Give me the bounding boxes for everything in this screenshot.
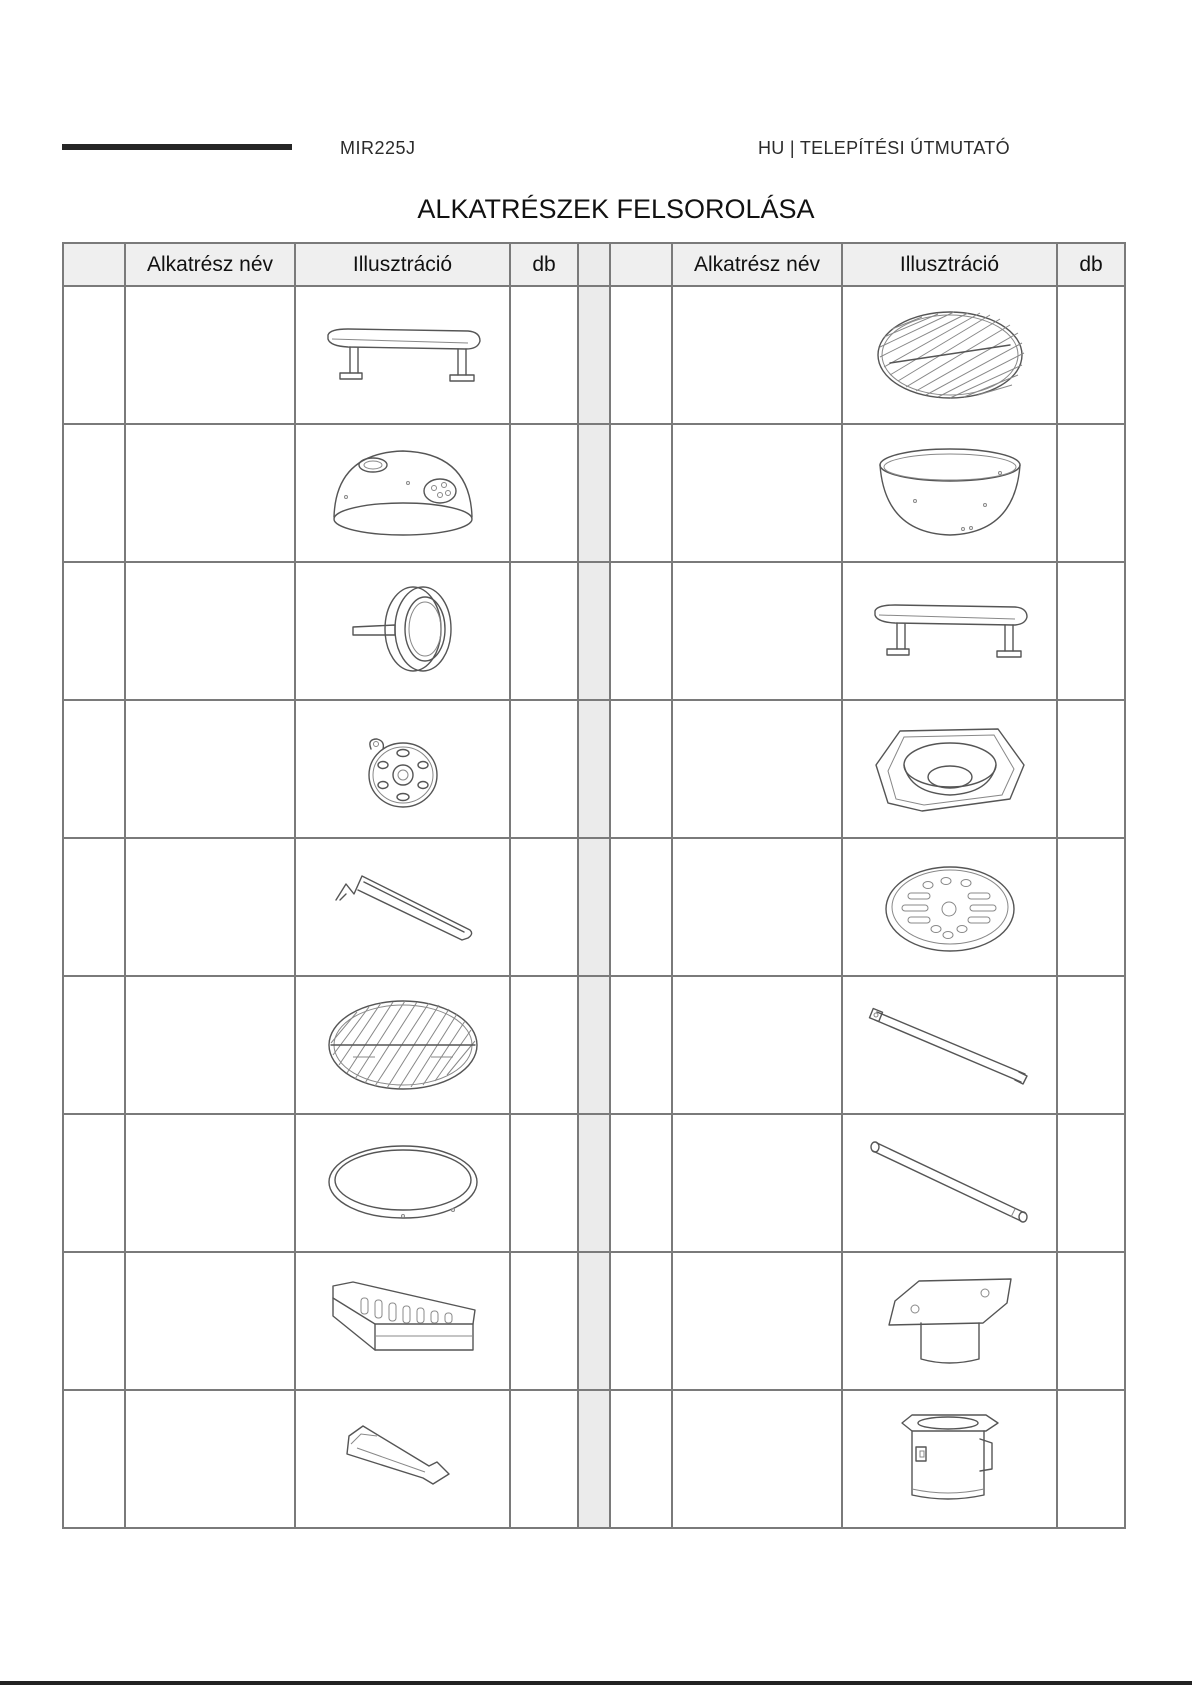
table-row — [63, 838, 1125, 976]
part-name-cell — [125, 976, 295, 1114]
gap-cell — [578, 976, 610, 1114]
part-number-cell — [610, 838, 672, 976]
lid-handle-icon — [318, 321, 488, 389]
part-number-cell — [63, 1252, 125, 1390]
part-name-cell — [672, 1114, 842, 1252]
part-number-cell — [63, 838, 125, 976]
qty-cell — [1057, 976, 1125, 1114]
qty-cell — [510, 838, 578, 976]
part-number-cell — [63, 1114, 125, 1252]
table-row — [63, 1114, 1125, 1252]
grate-ring-icon — [323, 1138, 483, 1228]
gap-cell — [578, 1114, 610, 1252]
qty-cell — [1057, 286, 1125, 424]
header-part-name-right: Alkatrész név — [672, 243, 842, 286]
cooking-grate-icon — [323, 995, 483, 1095]
gap-cell — [578, 424, 610, 562]
ash-cup-icon — [890, 1409, 1010, 1509]
table-row — [63, 286, 1125, 424]
illustration-cell — [842, 1252, 1057, 1390]
qty-cell — [510, 700, 578, 838]
part-name-cell — [672, 286, 842, 424]
header-illustration-right: Illusztráció — [842, 243, 1057, 286]
qty-cell — [1057, 424, 1125, 562]
ash-tool-icon — [333, 1414, 473, 1504]
illustration-cell — [295, 976, 510, 1114]
charcoal-basket-icon — [323, 1276, 483, 1366]
ash-catcher-icon — [870, 719, 1030, 819]
part-name-cell — [672, 976, 842, 1114]
part-name-cell — [125, 838, 295, 976]
part-number-cell — [63, 562, 125, 700]
illustration-cell — [295, 838, 510, 976]
part-name-cell — [125, 424, 295, 562]
qty-cell — [510, 286, 578, 424]
part-number-cell — [63, 976, 125, 1114]
part-number-cell — [610, 562, 672, 700]
charcoal-grate-icon — [870, 305, 1030, 405]
part-name-cell — [672, 424, 842, 562]
illustration-cell — [842, 700, 1057, 838]
part-name-cell — [125, 1114, 295, 1252]
illustration-cell — [295, 700, 510, 838]
header-qty-right: db — [1057, 243, 1125, 286]
part-number-cell — [610, 1390, 672, 1528]
gap-cell — [578, 1390, 610, 1528]
illustration-cell — [295, 562, 510, 700]
long-leg-icon — [865, 1133, 1035, 1233]
header-gap — [578, 243, 610, 286]
header-qty-left: db — [510, 243, 578, 286]
part-name-cell — [125, 286, 295, 424]
header-part-name-left: Alkatrész név — [125, 243, 295, 286]
gap-cell — [578, 286, 610, 424]
illustration-cell — [295, 1114, 510, 1252]
page-title: ALKATRÉSZEK FELSOROLÁSA — [417, 194, 815, 224]
qty-cell — [1057, 1114, 1125, 1252]
part-name-cell — [125, 1252, 295, 1390]
bowl-icon — [875, 443, 1025, 543]
part-number-cell — [63, 286, 125, 424]
illustration-cell — [842, 838, 1057, 976]
part-name-cell — [672, 1252, 842, 1390]
gap-cell — [578, 562, 610, 700]
part-number-cell — [610, 286, 672, 424]
lid-dome-icon — [328, 443, 478, 543]
part-number-cell — [63, 1390, 125, 1528]
short-leg-icon — [865, 1000, 1035, 1090]
qty-cell — [1057, 838, 1125, 976]
illustration-cell — [842, 976, 1057, 1114]
part-name-cell — [672, 1390, 842, 1528]
bottom-vent-icon — [880, 857, 1020, 957]
model-number: MIR225J — [340, 138, 416, 158]
part-name-cell — [672, 838, 842, 976]
part-number-cell — [610, 1114, 672, 1252]
part-number-cell — [63, 700, 125, 838]
qty-cell — [510, 1252, 578, 1390]
thermometer-icon — [343, 581, 463, 681]
qty-cell — [1057, 1390, 1125, 1528]
illustration-cell — [295, 286, 510, 424]
part-number-cell — [610, 976, 672, 1114]
table-row — [63, 1252, 1125, 1390]
parts-table — [62, 242, 1126, 1529]
page-bottom-rule — [0, 1681, 1192, 1685]
illustration-cell — [295, 424, 510, 562]
guide-label: HU | TELEPÍTÉSI ÚTMUTATÓ — [758, 138, 1010, 158]
part-name-cell — [672, 700, 842, 838]
qty-cell — [510, 1114, 578, 1252]
lid-hook-icon — [328, 862, 478, 952]
qty-cell — [510, 1390, 578, 1528]
header-rule — [62, 144, 292, 150]
table-row — [63, 1390, 1125, 1528]
qty-cell — [1057, 1252, 1125, 1390]
illustration-cell — [842, 1114, 1057, 1252]
table-row — [63, 562, 1125, 700]
part-number-cell — [610, 424, 672, 562]
part-name-cell — [125, 700, 295, 838]
qty-cell — [1057, 562, 1125, 700]
gap-cell — [578, 1252, 610, 1390]
illustration-cell — [842, 1390, 1057, 1528]
illustration-cell — [842, 424, 1057, 562]
header-illustration-left: Illusztráció — [295, 243, 510, 286]
leg-bracket-icon — [875, 1271, 1025, 1371]
table-row — [63, 976, 1125, 1114]
header-number-left — [63, 243, 125, 286]
part-number-cell — [610, 1252, 672, 1390]
bowl-handle-icon — [865, 597, 1035, 665]
illustration-cell — [295, 1390, 510, 1528]
header-number-right — [610, 243, 672, 286]
part-number-cell — [63, 424, 125, 562]
table-row — [63, 700, 1125, 838]
illustration-cell — [842, 286, 1057, 424]
illustration-cell — [842, 562, 1057, 700]
table-header-row — [63, 243, 1125, 286]
gap-cell — [578, 838, 610, 976]
part-name-cell — [125, 562, 295, 700]
qty-cell — [510, 562, 578, 700]
part-number-cell — [610, 700, 672, 838]
qty-cell — [510, 976, 578, 1114]
illustration-cell — [295, 1252, 510, 1390]
table-row — [63, 424, 1125, 562]
part-name-cell — [125, 1390, 295, 1528]
qty-cell — [510, 424, 578, 562]
part-name-cell — [672, 562, 842, 700]
vent-damper-icon — [353, 719, 453, 819]
gap-cell — [578, 700, 610, 838]
qty-cell — [1057, 700, 1125, 838]
